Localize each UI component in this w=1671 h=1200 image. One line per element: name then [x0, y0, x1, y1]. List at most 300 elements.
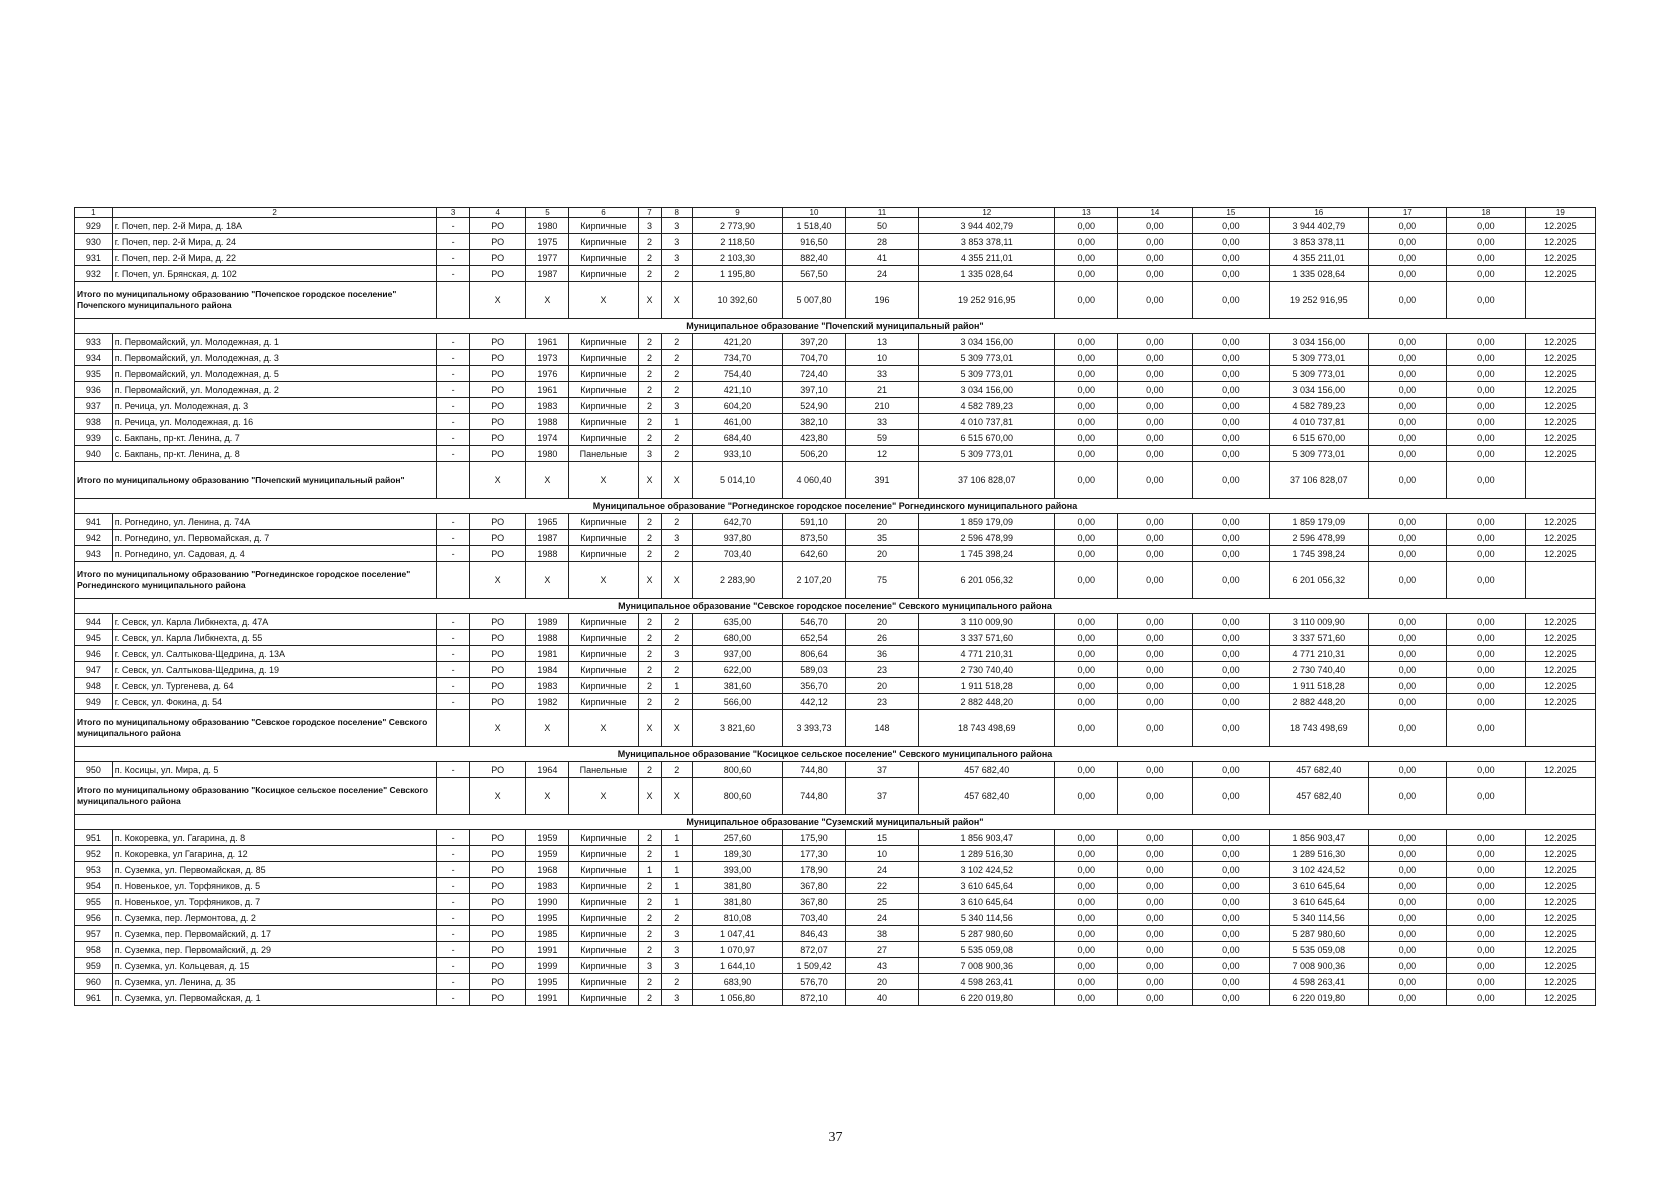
data-cell: 2	[638, 974, 661, 990]
data-cell: 397,20	[783, 334, 846, 350]
subtotal-cell: 0,00	[1368, 462, 1447, 499]
data-cell: 461,00	[692, 414, 782, 430]
data-cell: 12.2025	[1525, 218, 1595, 234]
data-cell: 954	[75, 878, 113, 894]
subtotal-cell: X	[638, 282, 661, 319]
table-row	[75, 382, 1596, 398]
data-cell: 1	[661, 846, 692, 862]
data-cell: 2	[638, 926, 661, 942]
data-cell: РО	[469, 218, 526, 234]
data-cell: 2	[638, 894, 661, 910]
data-cell: 2	[638, 366, 661, 382]
subtotal-cell: X	[638, 562, 661, 599]
empty-cell	[437, 462, 469, 499]
data-cell: -	[437, 430, 469, 446]
data-cell: 2	[638, 910, 661, 926]
data-cell: 0,00	[1118, 250, 1192, 266]
data-cell: 3	[638, 218, 661, 234]
data-cell: Панельные	[569, 446, 638, 462]
data-cell: 846,43	[783, 926, 846, 942]
data-cell: 421,10	[692, 382, 782, 398]
data-cell: 0,00	[1118, 546, 1192, 562]
data-cell: Кирпичные	[569, 398, 638, 414]
data-cell: 2	[661, 662, 692, 678]
data-cell: 873,50	[783, 530, 846, 546]
data-cell: РО	[469, 250, 526, 266]
data-cell: 0,00	[1055, 546, 1118, 562]
data-cell: 12.2025	[1525, 630, 1595, 646]
data-cell: 0,00	[1447, 926, 1526, 942]
data-cell: 937,00	[692, 646, 782, 662]
subtotal-cell: X	[569, 282, 638, 319]
data-cell: Кирпичные	[569, 958, 638, 974]
data-cell: 3	[638, 958, 661, 974]
data-cell: 3 110 009,90	[1270, 614, 1368, 630]
data-cell: -	[437, 614, 469, 630]
data-cell: 1989	[526, 614, 569, 630]
data-cell: 0,00	[1368, 446, 1447, 462]
data-cell: РО	[469, 546, 526, 562]
data-cell: 0,00	[1368, 910, 1447, 926]
subtotal-row	[75, 562, 1596, 599]
data-cell: 0,00	[1368, 218, 1447, 234]
data-cell: 3	[638, 446, 661, 462]
data-cell: РО	[469, 846, 526, 862]
data-cell: 0,00	[1118, 514, 1192, 530]
data-cell: 0,00	[1055, 446, 1118, 462]
data-cell: 952	[75, 846, 113, 862]
data-cell: 955	[75, 894, 113, 910]
data-cell: 0,00	[1192, 926, 1270, 942]
data-cell: 2	[638, 762, 661, 778]
subtotal-cell	[1525, 778, 1595, 815]
subtotal-cell: X	[661, 462, 692, 499]
data-cell: 10	[845, 350, 918, 366]
data-cell: 0,00	[1368, 630, 1447, 646]
data-cell: 457 682,40	[919, 762, 1055, 778]
data-cell: 0,00	[1447, 334, 1526, 350]
table-row	[75, 446, 1596, 462]
data-cell: 0,00	[1368, 762, 1447, 778]
data-cell: 1961	[526, 382, 569, 398]
subtotal-cell: 0,00	[1192, 710, 1270, 747]
data-cell: 604,20	[692, 398, 782, 414]
data-cell: 0,00	[1055, 974, 1118, 990]
data-cell: 1974	[526, 430, 569, 446]
data-cell: 810,08	[692, 910, 782, 926]
data-cell: 3	[661, 398, 692, 414]
data-cell: Кирпичные	[569, 974, 638, 990]
data-cell: РО	[469, 234, 526, 250]
subtotal-cell: 18 743 498,69	[919, 710, 1055, 747]
data-cell: 956	[75, 910, 113, 926]
data-cell: 22	[845, 878, 918, 894]
data-cell: -	[437, 678, 469, 694]
data-cell: 382,10	[783, 414, 846, 430]
column-number: 1	[75, 208, 113, 218]
data-cell: РО	[469, 446, 526, 462]
data-cell: 951	[75, 830, 113, 846]
data-cell: РО	[469, 530, 526, 546]
data-cell: 2	[638, 398, 661, 414]
data-cell: 0,00	[1447, 942, 1526, 958]
data-cell: 0,00	[1447, 446, 1526, 462]
data-cell: 0,00	[1118, 218, 1192, 234]
data-cell: 1 289 516,30	[1270, 846, 1368, 862]
subtotal-cell: 0,00	[1447, 710, 1526, 747]
data-cell: 12.2025	[1525, 546, 1595, 562]
data-cell: 40	[845, 990, 918, 1006]
data-cell: 961	[75, 990, 113, 1006]
data-cell: 0,00	[1118, 990, 1192, 1006]
data-cell: 0,00	[1192, 990, 1270, 1006]
column-number: 3	[437, 208, 469, 218]
data-cell: Кирпичные	[569, 646, 638, 662]
subtotal-cell: 0,00	[1055, 462, 1118, 499]
data-cell: 0,00	[1118, 974, 1192, 990]
data-cell: 642,60	[783, 546, 846, 562]
data-cell: 0,00	[1368, 678, 1447, 694]
data-cell: 0,00	[1055, 234, 1118, 250]
data-cell: 35	[845, 530, 918, 546]
address-cell: п. Речица, ул. Молодежная, д. 3	[112, 398, 437, 414]
address-cell: г. Севск, ул. Салтыкова-Щедрина, д. 19	[112, 662, 437, 678]
table-row	[75, 830, 1596, 846]
data-cell: 576,70	[783, 974, 846, 990]
data-cell: 0,00	[1118, 234, 1192, 250]
data-cell: Кирпичные	[569, 630, 638, 646]
data-cell: Кирпичные	[569, 662, 638, 678]
subtotal-cell: 3 393,73	[783, 710, 846, 747]
data-cell: 0,00	[1055, 678, 1118, 694]
subtotal-cell: 37 106 828,07	[919, 462, 1055, 499]
table-row	[75, 942, 1596, 958]
data-cell: 1 289 516,30	[919, 846, 1055, 862]
column-number-row	[75, 208, 1596, 218]
column-number: 7	[638, 208, 661, 218]
data-cell: Кирпичные	[569, 990, 638, 1006]
data-cell: 1983	[526, 398, 569, 414]
data-cell: 0,00	[1118, 662, 1192, 678]
data-cell: 0,00	[1118, 382, 1192, 398]
data-cell: 0,00	[1447, 662, 1526, 678]
data-cell: 5 309 773,01	[1270, 446, 1368, 462]
data-cell: 3	[661, 926, 692, 942]
table-row	[75, 250, 1596, 266]
data-cell: 0,00	[1055, 334, 1118, 350]
data-cell: РО	[469, 910, 526, 926]
data-cell: -	[437, 846, 469, 862]
data-cell: 12.2025	[1525, 646, 1595, 662]
data-cell: 0,00	[1192, 546, 1270, 562]
data-cell: 2	[638, 414, 661, 430]
data-cell: 43	[845, 958, 918, 974]
address-cell: п. Рогнедино, ул. Садовая, д. 4	[112, 546, 437, 562]
data-cell: -	[437, 974, 469, 990]
data-cell: 0,00	[1192, 614, 1270, 630]
subtotal-row	[75, 462, 1596, 499]
data-cell: 684,40	[692, 430, 782, 446]
data-cell: 0,00	[1447, 530, 1526, 546]
data-cell: 3	[661, 218, 692, 234]
data-cell: 0,00	[1118, 694, 1192, 710]
data-cell: 958	[75, 942, 113, 958]
data-cell: 12.2025	[1525, 694, 1595, 710]
data-cell: 3 610 645,64	[1270, 878, 1368, 894]
data-cell: 12.2025	[1525, 446, 1595, 462]
data-cell: РО	[469, 614, 526, 630]
data-cell: 0,00	[1192, 830, 1270, 846]
subtotal-cell: 0,00	[1055, 282, 1118, 319]
subtotal-cell: 19 252 916,95	[1270, 282, 1368, 319]
subtotal-cell: 6 201 056,32	[1270, 562, 1368, 599]
data-cell: 37	[845, 762, 918, 778]
data-cell: 0,00	[1447, 430, 1526, 446]
section-heading-row	[75, 319, 1596, 334]
data-cell: 2	[638, 614, 661, 630]
data-cell: 1 509,42	[783, 958, 846, 974]
data-cell: 754,40	[692, 366, 782, 382]
data-cell: 2	[661, 430, 692, 446]
municipality-heading: Муниципальное образование "Суземский муниципальный район"	[75, 815, 1596, 830]
data-cell: 0,00	[1118, 446, 1192, 462]
subtotal-cell: 0,00	[1192, 282, 1270, 319]
column-number: 17	[1368, 208, 1447, 218]
data-cell: 0,00	[1447, 878, 1526, 894]
data-cell: 421,20	[692, 334, 782, 350]
table-row	[75, 878, 1596, 894]
column-number: 5	[526, 208, 569, 218]
data-cell: Кирпичные	[569, 266, 638, 282]
data-cell: 0,00	[1192, 894, 1270, 910]
data-cell: 0,00	[1368, 334, 1447, 350]
subtotal-cell: 0,00	[1447, 282, 1526, 319]
data-cell: 0,00	[1368, 830, 1447, 846]
data-cell: 1988	[526, 546, 569, 562]
data-cell: 4 598 263,41	[1270, 974, 1368, 990]
data-cell: 0,00	[1368, 398, 1447, 414]
column-number: 10	[783, 208, 846, 218]
data-cell: -	[437, 250, 469, 266]
data-cell: 189,30	[692, 846, 782, 862]
housing-register-table	[74, 207, 1596, 1006]
data-cell: 0,00	[1192, 878, 1270, 894]
data-cell: Кирпичные	[569, 366, 638, 382]
address-cell: п. Суземка, ул. Кольцевая, д. 15	[112, 958, 437, 974]
data-cell: -	[437, 514, 469, 530]
subtotal-cell: 0,00	[1055, 562, 1118, 599]
data-cell: 0,00	[1192, 942, 1270, 958]
data-cell: 4 010 737,81	[919, 414, 1055, 430]
data-cell: 0,00	[1055, 630, 1118, 646]
municipality-heading: Муниципальное образование "Рогнединское городское поселение" Рогнединского муниципального района	[75, 499, 1596, 514]
data-cell: 0,00	[1447, 830, 1526, 846]
data-cell: 943	[75, 546, 113, 562]
subtotal-label: Итого по муниципальному образованию "Косицкое сельское поселение" Севского муниципального района	[75, 778, 437, 815]
data-cell: 1980	[526, 446, 569, 462]
data-cell: 6 515 670,00	[1270, 430, 1368, 446]
data-cell: 930	[75, 234, 113, 250]
data-cell: Кирпичные	[569, 910, 638, 926]
data-cell: 0,00	[1368, 414, 1447, 430]
data-cell: 1983	[526, 878, 569, 894]
data-cell: 0,00	[1447, 350, 1526, 366]
data-cell: Кирпичные	[569, 694, 638, 710]
subtotal-cell: 19 252 916,95	[919, 282, 1055, 319]
data-cell: 0,00	[1447, 974, 1526, 990]
data-cell: 4 582 789,23	[919, 398, 1055, 414]
column-number: 16	[1270, 208, 1368, 218]
data-cell: 0,00	[1192, 958, 1270, 974]
subtotal-cell: X	[638, 462, 661, 499]
data-cell: 0,00	[1368, 250, 1447, 266]
data-cell: Панельные	[569, 762, 638, 778]
data-cell: 1	[638, 862, 661, 878]
data-cell: 942	[75, 530, 113, 546]
data-cell: 931	[75, 250, 113, 266]
table-row	[75, 614, 1596, 630]
subtotal-cell	[1525, 562, 1595, 599]
data-cell: 916,50	[783, 234, 846, 250]
data-cell: 41	[845, 250, 918, 266]
data-cell: 0,00	[1055, 942, 1118, 958]
data-cell: 12.2025	[1525, 430, 1595, 446]
data-cell: 12	[845, 446, 918, 462]
data-cell: 28	[845, 234, 918, 250]
data-cell: 0,00	[1447, 546, 1526, 562]
data-cell: 33	[845, 414, 918, 430]
empty-cell	[437, 710, 469, 747]
data-cell: 0,00	[1192, 910, 1270, 926]
data-cell: РО	[469, 762, 526, 778]
subtotal-cell	[1525, 462, 1595, 499]
subtotal-cell	[1525, 710, 1595, 747]
data-cell: 0,00	[1368, 862, 1447, 878]
data-cell: 12.2025	[1525, 878, 1595, 894]
data-cell: 0,00	[1447, 678, 1526, 694]
data-cell: Кирпичные	[569, 878, 638, 894]
data-cell: 442,12	[783, 694, 846, 710]
subtotal-cell: 0,00	[1447, 562, 1526, 599]
data-cell: 1991	[526, 942, 569, 958]
data-cell: 0,00	[1055, 662, 1118, 678]
data-cell: 941	[75, 514, 113, 530]
data-cell: Кирпичные	[569, 530, 638, 546]
data-cell: -	[437, 546, 469, 562]
data-cell: 23	[845, 662, 918, 678]
data-cell: 0,00	[1118, 762, 1192, 778]
data-cell: 1995	[526, 910, 569, 926]
data-cell: 0,00	[1447, 366, 1526, 382]
table-row	[75, 646, 1596, 662]
data-cell: 0,00	[1368, 878, 1447, 894]
data-cell: 0,00	[1447, 218, 1526, 234]
data-cell: 0,00	[1055, 878, 1118, 894]
subtotal-cell: 0,00	[1192, 562, 1270, 599]
data-cell: 0,00	[1118, 958, 1192, 974]
data-cell: 1 070,97	[692, 942, 782, 958]
data-cell: 1 335 028,64	[1270, 266, 1368, 282]
data-cell: 1 056,80	[692, 990, 782, 1006]
data-cell: 2	[661, 514, 692, 530]
data-cell: 5 287 980,60	[1270, 926, 1368, 942]
data-cell: 0,00	[1118, 430, 1192, 446]
data-cell: 0,00	[1055, 862, 1118, 878]
address-cell: п. Первомайский, ул. Молодежная, д. 2	[112, 382, 437, 398]
subtotal-cell: X	[569, 462, 638, 499]
address-cell: п. Первомайский, ул. Молодежная, д. 3	[112, 350, 437, 366]
data-cell: 0,00	[1118, 678, 1192, 694]
data-cell: 0,00	[1368, 430, 1447, 446]
address-cell: г. Севск, ул. Карла Либкнехта, д. 47А	[112, 614, 437, 630]
address-cell: п. Кокоревка, ул Гагарина, д. 12	[112, 846, 437, 862]
data-cell: -	[437, 530, 469, 546]
data-cell: 3 034 156,00	[1270, 382, 1368, 398]
data-cell: 0,00	[1368, 646, 1447, 662]
data-cell: 2	[638, 234, 661, 250]
column-number: 4	[469, 208, 526, 218]
data-cell: 3	[661, 942, 692, 958]
data-cell: 0,00	[1055, 350, 1118, 366]
table-row	[75, 366, 1596, 382]
data-cell: 2	[638, 662, 661, 678]
data-cell: 4 771 210,31	[1270, 646, 1368, 662]
column-number: 19	[1525, 208, 1595, 218]
data-cell: 0,00	[1118, 894, 1192, 910]
table-row	[75, 762, 1596, 778]
data-cell: 457 682,40	[1270, 762, 1368, 778]
data-cell: 5 535 059,08	[1270, 942, 1368, 958]
data-cell: 0,00	[1118, 942, 1192, 958]
data-cell: 0,00	[1118, 266, 1192, 282]
data-cell: 20	[845, 614, 918, 630]
data-cell: 940	[75, 446, 113, 462]
data-cell: -	[437, 266, 469, 282]
data-cell: 12.2025	[1525, 614, 1595, 630]
data-cell: 872,07	[783, 942, 846, 958]
data-cell: 0,00	[1368, 990, 1447, 1006]
address-cell: г. Севск, ул. Фокина, д. 54	[112, 694, 437, 710]
data-cell: 5 309 773,01	[1270, 350, 1368, 366]
address-cell: п. Суземка, ул. Первомайская, д. 1	[112, 990, 437, 1006]
data-cell: 0,00	[1118, 646, 1192, 662]
data-cell: 0,00	[1192, 694, 1270, 710]
data-cell: РО	[469, 894, 526, 910]
data-cell: 0,00	[1447, 694, 1526, 710]
data-cell: 680,00	[692, 630, 782, 646]
data-cell: 4 598 263,41	[919, 974, 1055, 990]
data-cell: 1980	[526, 218, 569, 234]
page-number: 37	[828, 1130, 843, 1145]
data-cell: 724,40	[783, 366, 846, 382]
subtotal-cell: X	[469, 462, 526, 499]
data-cell: 591,10	[783, 514, 846, 530]
data-cell: 0,00	[1118, 926, 1192, 942]
data-cell: 938	[75, 414, 113, 430]
data-cell: 2	[661, 446, 692, 462]
data-cell: 6 515 670,00	[919, 430, 1055, 446]
subtotal-cell: 18 743 498,69	[1270, 710, 1368, 747]
data-cell: 210	[845, 398, 918, 414]
data-cell: 960	[75, 974, 113, 990]
data-cell: 932	[75, 266, 113, 282]
data-cell: 1 911 518,28	[1270, 678, 1368, 694]
data-cell: -	[437, 910, 469, 926]
data-cell: Кирпичные	[569, 414, 638, 430]
column-number: 11	[845, 208, 918, 218]
subtotal-cell: X	[661, 282, 692, 319]
data-cell: -	[437, 662, 469, 678]
